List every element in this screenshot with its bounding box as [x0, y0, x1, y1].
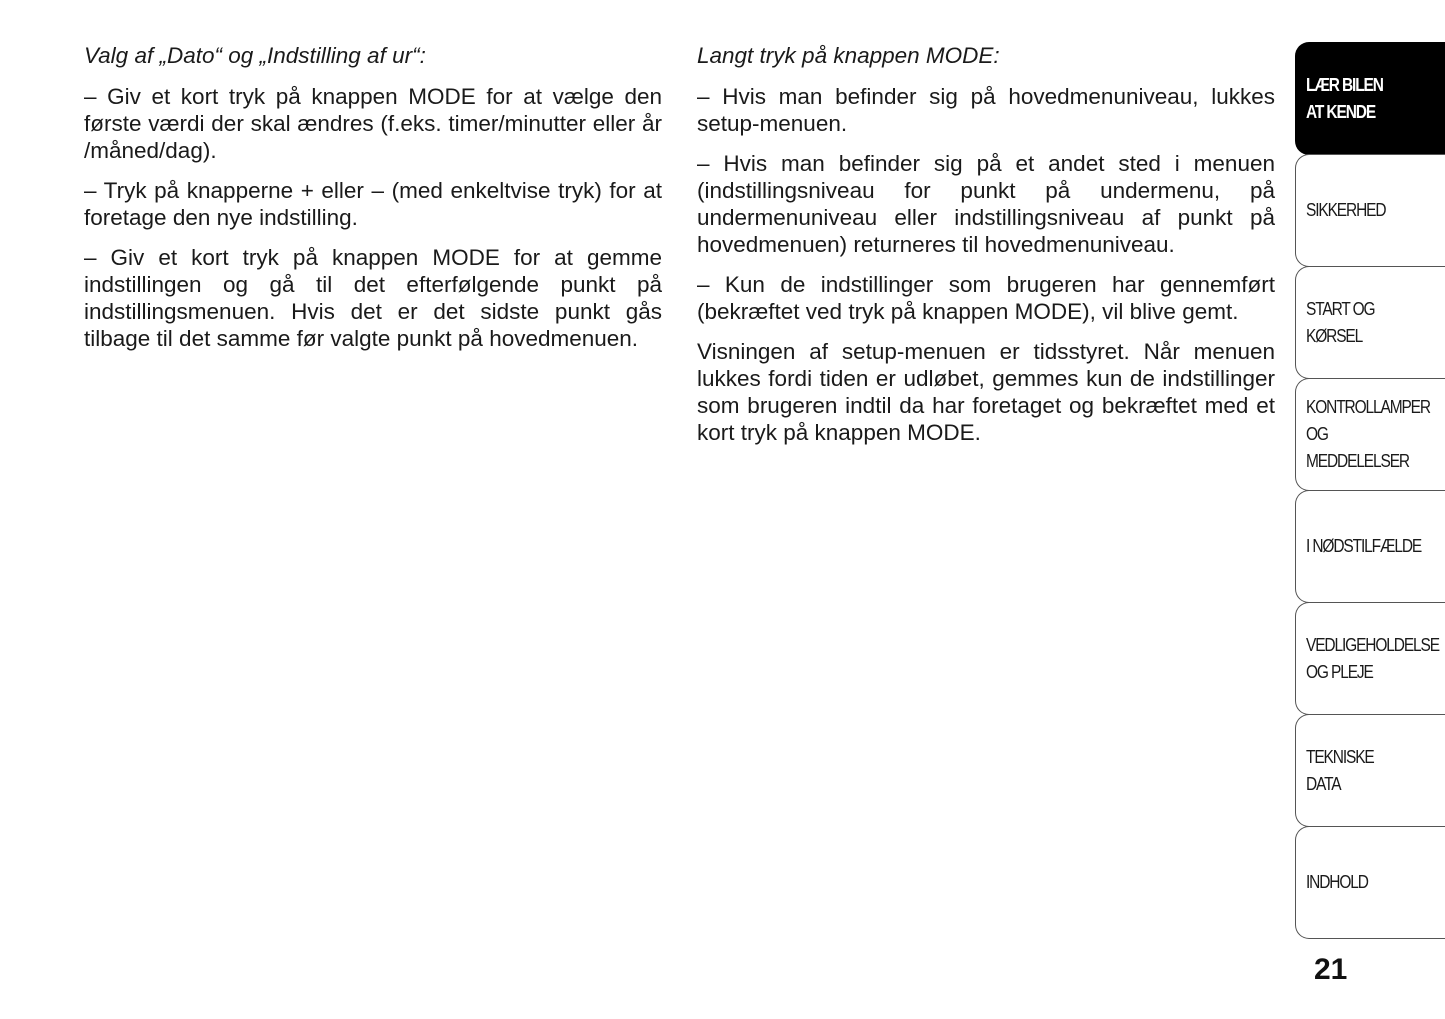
tab-label: I NØDSTILFÆLDE — [1306, 536, 1422, 556]
right-column-heading: Langt tryk på knappen MODE: — [697, 43, 1000, 68]
right-paragraph-2: – Hvis man befinder sig på et andet sted i menuen (indstillingsniveau for punkt på undermenu, på undermenuniveau eller indstillingsniveau af punkt på hovedmenuen) returneres til hovedmenuniveau. — [697, 151, 1275, 257]
left-paragraph-3: – Giv et kort tryk på knappen MODE for at gemme indstillingen og gå til det efterfølgende punkt på indstillingsmenuen. Hvis det er det sidste punkt gås tilbage til det samme før valgte punkt på hovedmenuen. — [84, 245, 662, 351]
left-column-heading: Valg af „Dato“ og „Indstilling af ur“: — [84, 43, 426, 68]
tab-sikkerhed[interactable] — [1295, 154, 1445, 267]
tab-tekniske-data[interactable] — [1295, 714, 1445, 827]
tab-vedligeholdelse[interactable] — [1295, 602, 1445, 715]
right-paragraph-1: – Hvis man befinder sig på hovedmenuniveau, lukkes setup-menuen. — [697, 84, 1275, 136]
tab-label: SIKKERHED — [1306, 200, 1386, 220]
tab-kontrollamper[interactable] — [1295, 378, 1445, 491]
tab-label: START OG KØRSEL — [1306, 298, 1375, 346]
right-column — [697, 42, 1275, 459]
page-number: 21 — [1314, 953, 1348, 986]
tab-label: LÆR BILEN AT KENDE — [1306, 74, 1383, 122]
left-paragraph-1: – Giv et kort tryk på knappen MODE for at vælge den første værdi der skal ændres (f.eks. timer/minutter eller år /måned/dag). — [84, 84, 662, 163]
right-paragraph-4: Visningen af setup-menuen er tidsstyret. Når menuen lukkes fordi tiden er udløbet, gemmes kun de indstillinger som brugeren indtil da har foretaget og bekræftet med et kort tryk på knappen MODE. — [697, 339, 1275, 445]
left-column — [84, 42, 662, 365]
tab-label: VEDLIGEHOLDELSE OG PLEJE — [1306, 634, 1439, 682]
left-paragraph-2: – Tryk på knapperne + eller – (med enkeltvise tryk) for at foretage den nye indstilling. — [84, 178, 662, 230]
tab-label: TEKNISKE DATA — [1306, 746, 1374, 794]
tab-indhold[interactable] — [1295, 826, 1445, 939]
tab-label: KONTROLLAMPER OG MEDDELELSER — [1306, 397, 1430, 471]
tab-i-noedstilfaelde[interactable] — [1295, 490, 1445, 603]
right-paragraph-3: – Kun de indstillinger som brugeren har gennemført (bekræftet ved tryk på knappen MODE), vil blive gemt. — [697, 272, 1275, 324]
tab-start-og-koersel[interactable] — [1295, 266, 1445, 379]
chapter-tabs — [1295, 42, 1445, 939]
tab-label: INDHOLD — [1306, 872, 1368, 892]
tab-laer-bilen-at-kende[interactable] — [1295, 42, 1445, 155]
